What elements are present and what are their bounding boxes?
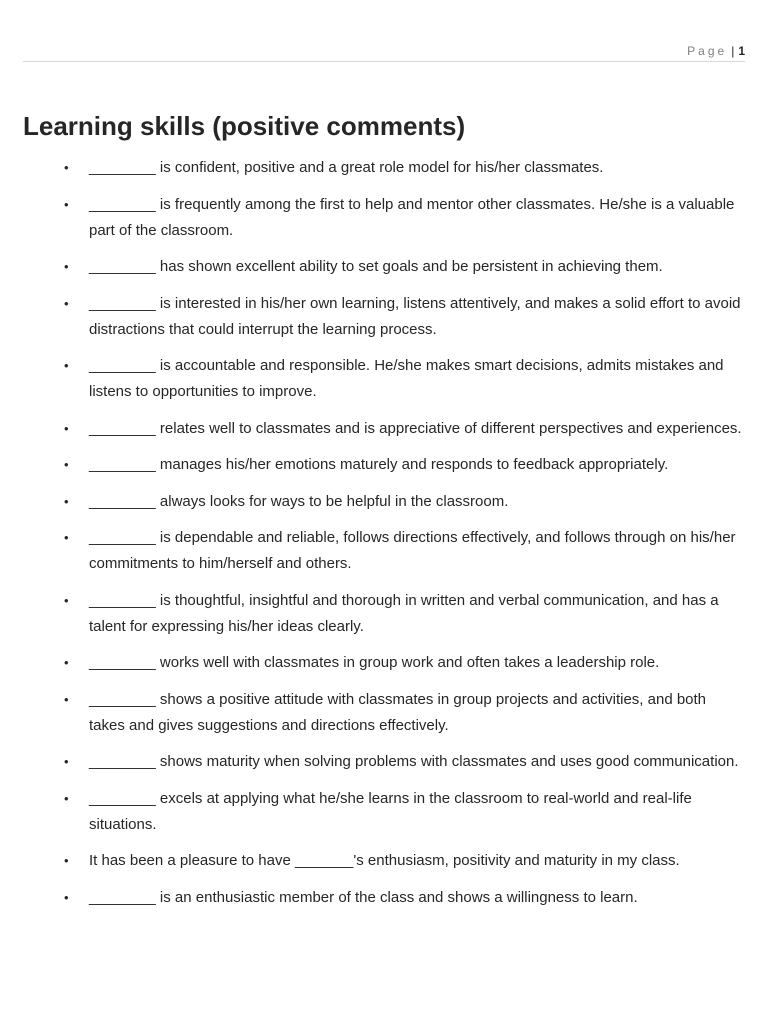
page-separator: | — [731, 44, 735, 58]
comment-item — [0, 650, 768, 676]
comment-item — [0, 416, 768, 442]
comment-text: ________ is an enthusiastic member of the class and shows a willingness to learn. — [89, 888, 638, 906]
bullet-icon: • — [64, 259, 69, 274]
bullet-icon: • — [64, 754, 69, 769]
page-number: 1 — [738, 44, 745, 58]
header-divider — [23, 61, 745, 62]
bullet-icon: • — [64, 655, 69, 670]
bullet-icon: • — [64, 790, 69, 806]
bullet-icon: • — [64, 691, 69, 707]
bullet-icon: • — [64, 493, 69, 509]
comment-item — [0, 291, 768, 343]
comment-text: ________ is thoughtful, insightful and thorough in written and verbal communication, and has a talent for expressing his/her ideas clearly. — [89, 591, 719, 635]
bullet-icon: • — [64, 295, 69, 311]
page-header — [687, 43, 745, 59]
bullet-icon: • — [64, 457, 69, 472]
comment-text: ________ relates well to classmates and is appreciative of different perspectives and experiences. — [89, 419, 742, 437]
comment-text: ________ shows maturity when solving problems with classmates and uses good communication. — [89, 753, 739, 770]
comment-text: ________ is dependable and reliable, follows directions effectively, and follows through on his/her commitments to him/herself and others. — [89, 529, 736, 572]
comment-item — [0, 155, 768, 181]
comment-item — [0, 489, 768, 515]
comment-item — [0, 452, 768, 478]
comment-text: ________ manages his/her emotions maturely and responds to feedback appropriately. — [89, 456, 669, 473]
comment-item — [0, 749, 768, 775]
comment-text: ________ is frequently among the first to help and mentor other classmates. He/she is a valuable part of the classroom. — [89, 195, 735, 239]
comments-list — [0, 155, 768, 921]
comment-item — [0, 786, 768, 838]
bullet-icon: • — [64, 889, 69, 905]
comment-item — [0, 848, 768, 874]
comment-item — [0, 254, 768, 280]
comment-text: ________ excels at applying what he/she learns in the classroom to real-world and real-life situations. — [89, 789, 692, 833]
bullet-icon: • — [64, 160, 69, 175]
comment-text: ________ shows a positive attitude with classmates in group projects and activities, and both takes and gives suggestions and directions effectively. — [89, 690, 707, 734]
bullet-icon: • — [64, 358, 69, 373]
comment-item — [0, 192, 768, 244]
page-label: Page — [687, 44, 728, 58]
comment-text: ________ has shown excellent ability to set goals and be persistent in achieving them. — [89, 258, 663, 275]
comment-text: It has been a pleasure to have _______'s enthusiasm, positivity and maturity in my class. — [89, 852, 680, 869]
comment-text: ________ is confident, positive and a great role model for his/her classmates. — [89, 159, 604, 176]
comment-item — [0, 353, 768, 405]
bullet-icon: • — [64, 853, 69, 868]
comment-text: ________ always looks for ways to be helpful in the classroom. — [89, 492, 509, 510]
bullet-icon: • — [64, 530, 69, 545]
comment-item — [0, 885, 768, 911]
comment-item — [0, 525, 768, 577]
comment-item — [0, 687, 768, 739]
comment-item — [0, 588, 768, 640]
comment-text: ________ is accountable and responsible. He/she makes smart decisions, admits mistakes and listens to opportunities to improve. — [89, 357, 724, 400]
comment-text: ________ works well with classmates in group work and often takes a leadership role. — [89, 654, 660, 671]
document-title: Learning skills (positive comments) — [23, 111, 466, 141]
comment-text: ________ is interested in his/her own learning, listens attentively, and makes a solid effort to avoid distractions that could interrupt the learning process. — [89, 294, 741, 338]
bullet-icon: • — [64, 420, 69, 436]
bullet-icon: • — [64, 592, 69, 608]
bullet-icon: • — [64, 196, 69, 212]
